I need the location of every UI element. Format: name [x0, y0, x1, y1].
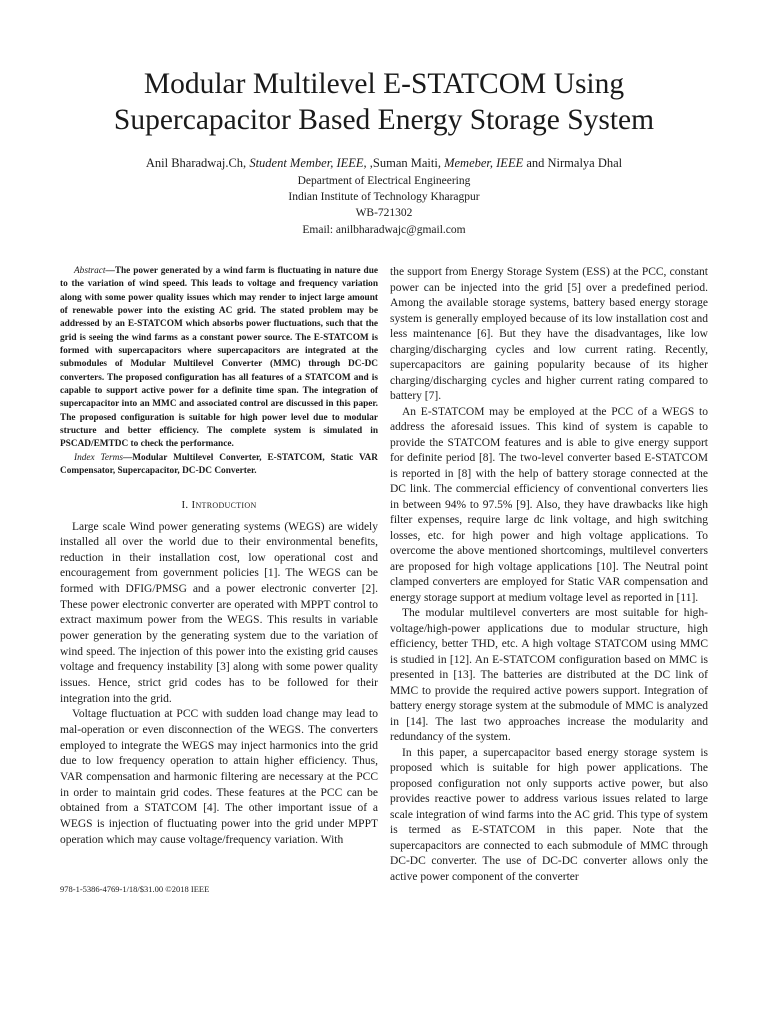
- intro-paragraph-2: Voltage fluctuation at PCC with sudden load change may lead to mal-operation or even disconnection of the WEGS. The converters employed to integrate the WEGS may inject harmonics into the grid due to low frequency operation to attain higher efficiency. Thus, VAR compensation and harmonic filtering are necessary at the PCC in order to maintain grid codes. These features at the PCC can be obtained from a STATCOM [4]. The other important issue of a WEGS is injection of fluctuating power into the grid under MPPT operation which may cause voltage/frequency variation. With: [60, 708, 378, 846]
- title-line-2: Supercapacitor Based Energy Storage System: [113, 104, 655, 136]
- left-column: [60, 265, 378, 848]
- index-terms-label: Index Terms: [74, 452, 123, 463]
- abstract: [60, 265, 378, 452]
- intro-paragraph-6: In this paper, a supercapacitor based energy storage system is proposed which is suitable for high power applications. The proposed configuration not only supports active power, but also provides reactive power to address various issues related to large scale integration of wind farms into the AC grid. This type of system is termed as E-STATCOM in this paper. Note that the supercapacitors are connected to each submodule of MMC through DC-DC converter. The use of DC-DC converter allows only the active power component of the converter: [390, 746, 708, 883]
- abstract-label: Abstract: [74, 266, 106, 276]
- author-2-role: Memeber, IEEE: [444, 156, 524, 170]
- department: Department of Electrical Engineering: [297, 175, 471, 187]
- copyright-footer: 978-1-5386-4769-1/18/$31.00 ©2018 IEEE: [60, 884, 210, 894]
- affiliation-block: [40, 173, 728, 238]
- institute: Indian Institute of Technology Kharagpur: [288, 191, 480, 204]
- index-terms: [60, 452, 378, 479]
- intro-paragraph-3: the support from Energy Storage System (ESS) at the PCC, constant power can be injected into the grid [5] over a predefined period. Among the available storage systems, battery based energy storage system is generally employed because of its low installation cost and less maintenance [6]. But they have the disadvantages, like low charging/discharging cycles and low current rating. Recently, supercapacitors are gaining popularity because of its higher charging/discharging cycles and higher current rating compared to battery [7].: [390, 266, 708, 402]
- postal-code: WB-721302: [355, 207, 413, 220]
- paper-title: [40, 66, 728, 138]
- abstract-text: —The power generated by a wind farm is fluctuating in nature due to the variation of wind speed. This leads to voltage and frequency variation along with some power quality issues which may render to inject large amount of renewable power into the existing AC grid. The stated problem may be addressed by an E-STATCOM which absorbs power fluctuations, such that the grid is seeing the wind farms as a constant power source. The E-STATCOM is formed with supercapacitors where supercapacitors are integrated at the submodules of Modular Multilevel Converter (MMC) through DC-DC converters. The proposed configuration has all features of a STATCOM and is capable to support active power for a definite time span. The integration of supercapacitor into an MMC and associated control are discussed in this paper. The proposed configuration is suitable for high power level due to modular structure and better efficiency. The complete system is simulated in PSCAD/EMTDC to check the performance.: [60, 266, 378, 450]
- author-3: and Nirmalya Dhal: [526, 156, 623, 170]
- intro-paragraph-4: An E-STATCOM may be employed at the PCC of a WEGS to address the aforesaid issues. This kind of system is capable to provide the STATCOM features and is able to give energy support for definite period [8]. The two-level converter based E-STATCOM is reported in [8] with the help of battery storage connected at the DC link. The commercial efficiency of conventional converters lies in between 94% to 97.5% [9]. Also, they have drawbacks like high filter expenses, require large dc link voltage, and high switching losses, etc. for high power and high voltage applications. To overcome the above mentioned shortcomings, multilevel converters are proposed for high voltage applications [10]. The Neutral point clamped converters are employed for Static VAR compensation and energy storage support at medium voltage level as reported in [11].: [390, 405, 708, 604]
- right-column: [390, 265, 708, 885]
- section-heading-introduction: I. Introduction: [181, 498, 257, 511]
- author-1-role: Student Member, IEEE,: [249, 156, 367, 170]
- index-terms-text: —Modular Multilevel Converter, E-STATCOM, Static VAR Compensator, Supercapacitor, DC-DC Converter.: [60, 452, 378, 477]
- author-2: ,Suman Maiti,: [369, 156, 441, 170]
- intro-paragraph-5: The modular multilevel converters are most suitable for high-voltage/high-power applications due to modular structure, high efficiency, better THD, etc. A high voltage STATCOM using MMC is studied in [12]. An E-STATCOM configuration based on MMC is presented in [13]. The batteries are distributed at the DC link of MMC to provide the required active powers support. Integration of battery energy storage system at the submodule of MMC is analyzed in [14]. The last two approaches increase the modularity and redundancy of the system.: [390, 607, 708, 743]
- intro-paragraph-1: Large scale Wind power generating systems (WEGS) are widely installed all over the world due to their environmental benefits, reduction in their installation cost, low operational cost and encouragement from government policies [1]. The WEGS can be formed with DFIG/PMSG and a power electronic converter [2]. These power electronic converter are operated with MPPT control to extract maximum power from the WEGS. This results in variable power generation by the generating system due to the variation of wind speed. The injection of this power into the existing grid causes voltage and frequency instability [3] along with some power quality issues. Hence, strict grid codes has to be followed for their integration into the grid.: [60, 520, 378, 705]
- author-1: Anil Bharadwaj.Ch,: [145, 156, 247, 170]
- email-address[interactable]: Email: anilbharadwajc@gmail.com: [302, 223, 466, 236]
- title-line-1: Modular Multilevel E-STATCOM Using: [143, 68, 625, 100]
- author-line: [40, 156, 728, 171]
